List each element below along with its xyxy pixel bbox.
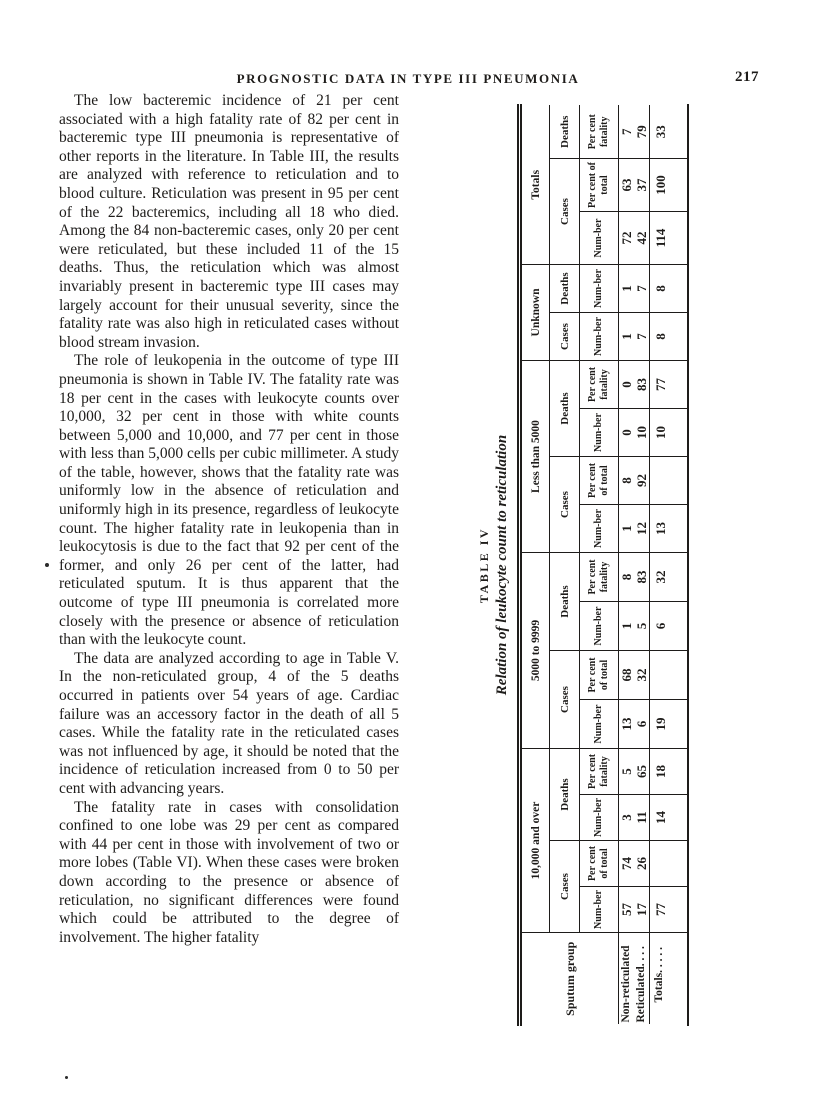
col-header: Num-ber: [580, 505, 619, 553]
data-cell: 33: [650, 106, 688, 159]
col-header: Num-ber: [580, 212, 619, 265]
col-header-sputum-group: Sputum group: [522, 933, 619, 1025]
data-cell: 8: [619, 457, 635, 505]
running-head: PROGNOSTIC DATA IN TYPE III PNEUMONIA: [236, 71, 580, 86]
data-cell: [650, 457, 688, 505]
data-cell: 37: [634, 159, 650, 212]
col-header: Num-ber: [580, 795, 619, 841]
subgroup-header: Cases: [550, 313, 580, 361]
data-cell: 8: [650, 313, 688, 361]
data-cell: 13: [619, 700, 635, 749]
rotated-table-block: [477, 104, 702, 1026]
col-header: Num-ber: [580, 700, 619, 749]
data-cell: 14: [650, 795, 688, 841]
data-cell: 32: [650, 553, 688, 602]
group-header-row: [522, 106, 550, 1025]
data-cell: 8: [619, 553, 635, 602]
row-label: Totals. . . . .: [650, 933, 688, 1025]
data-cell: 17: [634, 887, 650, 933]
paragraph-2: The role of leukopenia in the outcome of type III pneumonia is shown in Table IV. The fatality rate was 18 per cent in the cases with leukocyte counts over 10,000, 32 per cent in those with white counts between 5,000 and 10,000, and 77 per cent in those with less than 5,000 cells per cubic millimeter. A study of the table, however, shows that the fatality rate was uniformly low in the absence of reticulation and uniformly high in its presence, regardless of leukocyte count. The higher fatality rate in leukopenia than in leukocytosis is due to the fact that 92 per cent of the former, and only 26 per cent of the latter, had reticulated sputum. It is thus apparent that the outcome of type III pneumonia is correlated more closely with the presence or absence of reticulation than with the leukocyte count.: [59, 352, 399, 649]
table-frame: [517, 104, 689, 1026]
data-cell: 1: [619, 265, 635, 313]
data-cell: [650, 651, 688, 700]
group-header: Less than 5000: [522, 361, 550, 553]
col-header: Num-ber: [580, 887, 619, 933]
paragraph-1: The low bacteremic incidence of 21 per cent associated with a high fatality rate of 82 per cent in bacteremic type III pneumonia is representative of other reports in the literature. In Table III, the results are analyzed with reference to reticulation and to blood culture. Reticulation was present in 95 per cent of the 22 bacteremics, including all 18 who died. Among the 84 non-bacteremic cases, only 20 per cent were reticulated, but these included 11 of the 15 deaths. Thus, the reticulation which was almost invariably present in bacteremic type III cases may largely account for their unusual severity, since the fatality rate was also high in reticulated cases without blood stream invasion.: [59, 92, 399, 351]
table-row-non-reticulated: [619, 106, 635, 1025]
col-header: Per cent of total: [580, 457, 619, 505]
data-cell: 68: [619, 651, 635, 700]
subgroup-header: Deaths: [550, 265, 580, 313]
scan-speck: [65, 1076, 68, 1079]
group-header: Unknown: [522, 265, 550, 361]
data-cell: 19: [650, 700, 688, 749]
data-cell: 100: [650, 159, 688, 212]
data-cell: 12: [634, 505, 650, 553]
data-cell: 83: [634, 553, 650, 602]
data-cell: 63: [619, 159, 635, 212]
row-label: Reticulated. . . .: [634, 946, 647, 1023]
data-cell: 26: [634, 841, 650, 887]
data-cell: 7: [619, 106, 635, 159]
col-header: Per cent fatality: [580, 553, 619, 602]
data-cell: 6: [634, 700, 650, 749]
data-cell: 77: [650, 361, 688, 409]
col-header: Num-ber: [580, 313, 619, 361]
data-cell: 79: [634, 106, 650, 159]
data-cell: 1: [619, 602, 635, 651]
data-cell: 5: [634, 602, 650, 651]
column-label-row: [580, 106, 619, 1025]
subgroup-header: Deaths: [550, 106, 580, 159]
data-cell: [650, 841, 688, 887]
subgroup-header-row: [550, 106, 580, 1025]
data-cell: 42: [634, 212, 650, 265]
subgroup-header: Cases: [550, 841, 580, 933]
data-cell: 57: [619, 887, 635, 933]
data-cell: 6: [650, 602, 688, 651]
data-cell: 72: [619, 212, 635, 265]
col-header: Num-ber: [580, 602, 619, 651]
data-cell: 18: [650, 749, 688, 795]
data-cell: 32: [634, 651, 650, 700]
data-cell: 7: [634, 265, 650, 313]
page-number: 217: [735, 69, 759, 85]
scan-speck: [45, 563, 49, 567]
article-text-column: [59, 92, 399, 947]
subgroup-header: Deaths: [550, 361, 580, 457]
paragraph-3: The data are analyzed according to age in Table V. In the non-reticulated group, 4 of the 5 deaths occurred in patients over 54 years of age. Cardiac failure was an accessory factor in the death of all 5 cases. While the fatality rate in the reticulated cases was not influenced by age, it should be noted that the incidence of reticulation increased from 0 to 50 per cent with advancing years.: [59, 649, 399, 797]
table-row-totals: [650, 106, 688, 1025]
data-cell: 10: [650, 409, 688, 457]
data-cell: 8: [650, 265, 688, 313]
data-cell: 7: [634, 313, 650, 361]
data-cell: 13: [650, 505, 688, 553]
data-cell: 92: [634, 457, 650, 505]
table-iv: [522, 106, 687, 1025]
data-cell: 0: [619, 361, 635, 409]
col-header: Per cent fatality: [580, 361, 619, 409]
group-header: 5000 to 9999: [522, 553, 550, 749]
subgroup-header: Deaths: [550, 553, 580, 651]
group-header: Totals: [522, 106, 550, 265]
row-label: Non-reticulated: [619, 945, 632, 1023]
data-cell: 65: [634, 749, 650, 795]
col-header: Per cent fatality: [580, 749, 619, 795]
table-label: TABLE IV: [477, 526, 491, 604]
group-header: 10,000 and over: [522, 749, 550, 933]
col-header: Num-ber: [580, 265, 619, 313]
subgroup-header: Cases: [550, 159, 580, 265]
data-cell: 77: [650, 887, 688, 933]
data-cell: 1: [619, 313, 635, 361]
subgroup-header: Deaths: [550, 749, 580, 841]
table-caption: Relation of leukocyte count to reticulation: [494, 434, 510, 696]
col-header: Num-ber: [580, 409, 619, 457]
data-cell: 114: [650, 212, 688, 265]
data-cell: 3: [619, 795, 635, 841]
table-row-reticulated: [634, 106, 650, 1025]
subgroup-header: Cases: [550, 457, 580, 553]
data-cell: 10: [634, 409, 650, 457]
col-header: Per cent of total: [580, 159, 619, 212]
col-header: Per cent fatality: [580, 106, 619, 159]
data-cell: 0: [619, 409, 635, 457]
paragraph-4: The fatality rate in cases with consolidation confined to one lobe was 29 per cent as compared with 44 per cent in those with involvement of two or more lobes (Table VI). When these cases were broken down according to the presence or absence of reticulation, no significant differences were found which could be attributed to the degree of involvement. The higher fatality: [59, 798, 399, 946]
data-cell: 1: [619, 505, 635, 553]
data-cell: 83: [634, 361, 650, 409]
data-cell: 74: [619, 841, 635, 887]
data-cell: 11: [634, 795, 650, 841]
col-header: Per cent of total: [580, 841, 619, 887]
col-header: Per cent of total: [580, 651, 619, 700]
subgroup-header: Cases: [550, 651, 580, 749]
data-cell: 5: [619, 749, 635, 795]
